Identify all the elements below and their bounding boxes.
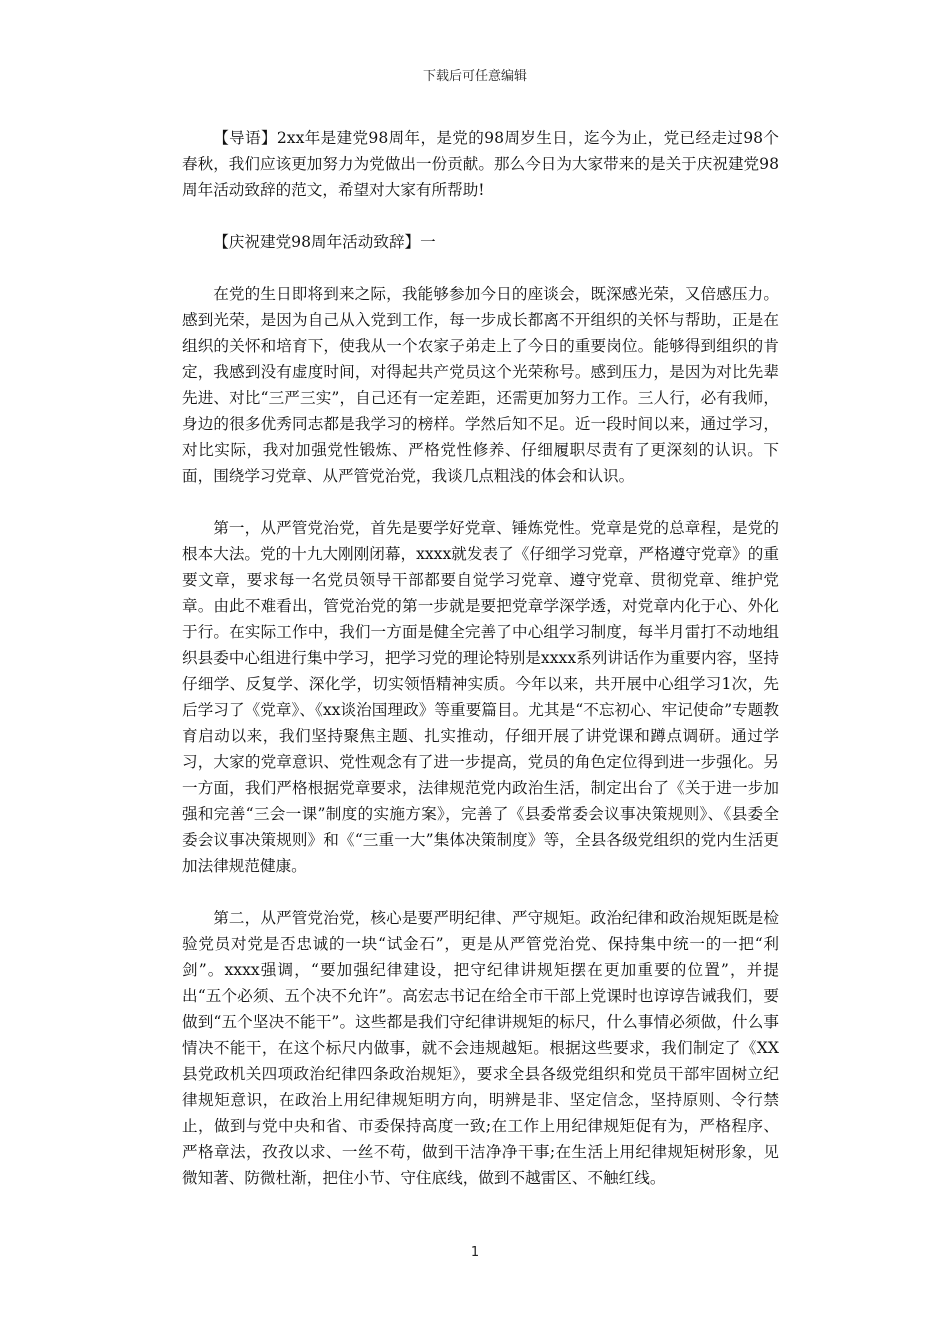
document-body xyxy=(182,125,779,1217)
body-paragraph-1: 在党的生日即将到来之际，我能够参加今日的座谈会，既深感光荣，又倍感压力。感到光荣，是因为自己从入党到工作，每一步成长都离不开组织的关怀与帮助，正是在组织的关怀和培育下，使我从一个农家子弟走上了今日的重要岗位。能够得到组织的肯定，我感到没有虚度时间，对得起共产党员这个光荣称号。感到压力，是因为对比先辈先进、对比“三严三实”，自己还有一定差距，还需更加努力工作。三人行，必有我师，身边的很多优秀同志都是我学习的榜样。学然后知不足。近一段时间以来，通过学习，对比实际，我对加强党性锻炼、严格党性修养、仔细履职尽责有了更深刻的认识。下面，围绕学习党章、从严管党治党，我谈几点粗浅的体会和认识。 xyxy=(182,285,779,485)
header-note: 下载后可任意编辑 xyxy=(422,69,527,84)
body-paragraph-2: 第一，从严管党治党，首先是要学好党章、锤炼党性。党章是党的总章程，是党的根本大法。党的十九大刚刚闭幕，xxxx就发表了《仔细学习党章，严格遵守党章》的重要文章，要求每一名党员领导干部都要自觉学习党章、遵守党章、贯彻党章、维护党章。由此不难看出，管党治党的第一步就是要把党章学深学透，对党章内化于心、外化于行。在实际工作中，我们一方面是健全完善了中心组学习制度，每半月雷打不动地组织县委中心组进行集中学习，把学习党的理论特别是xxxx系列讲话作为重要内容，坚持仔细学、反复学、深化学，切实领悟精神实质。今年以来，共开展中心组学习1次，先后学习了《党章》、《xx谈治国理政》等重要篇目。尤其是“不忘初心、牢记使命”专题教育启动以来，我们坚持聚焦主题、扎实推动，仔细开展了讲党课和蹲点调研。通过学习，大家的党章意识、党性观念有了进一步提高，党员的角色定位得到进一步强化。另一方面，我们严格根据党章要求，法律规范党内政治生活，制定出台了《关于进一步加强和完善“三会一课”制度的实施方案》，完善了《县委常委会议事决策规则》、《县委全委会议事决策规则》和《“三重一大”集体决策制度》等，全县各级党组织的党内生活更加法律规范健康。 xyxy=(182,519,779,875)
intro-paragraph: 【导语】2xx年是建党98周年，是党的98周岁生日，迄今为止，党已经走过98个春秋，我们应该更加努力为党做出一份贡献。那么今日为大家带来的是关于庆祝建党98周年活动致辞的范文，希望对大家有所帮助! xyxy=(182,129,779,199)
body-paragraph-3: 第二，从严管党治党，核心是要严明纪律、严守规矩。政治纪律和政治规矩既是检验党员对党是否忠诚的一块“试金石”，更是从严管党治党、保持集中统一的一把“利剑”。xxxx强调，“要加强纪律建设，把守纪律讲规矩摆在更加重要的位置”，并提出“五个必须、五个决不允许”。高宏志书记在给全市干部上党课时也谆谆告诫我们，要做到“五个坚决不能干”。这些都是我们守纪律讲规矩的标尺，什么事情必须做，什么事情决不能干，在这个标尺内做事，就不会违规越矩。根据这些要求，我们制定了《XX县党政机关四项政治纪律四条政治规矩》，要求全县各级党组织和党员干部牢固树立纪律规矩意识，在政治上用纪律规矩明方向，明辨是非、坚定信念，坚持原则、令行禁止，做到与党中央和省、市委保持高度一致;在工作上用纪律规矩促有为，严格程序、严格章法，孜孜以求、一丝不苟，做到干洁净净干事;在生活上用纪律规矩树形象，见微知著、防微杜渐，把住小节、守住底线，做到不越雷区、不触红线。 xyxy=(182,909,779,1187)
section-heading: 【庆祝建党98周年活动致辞】一 xyxy=(213,233,436,251)
page-number: 1 xyxy=(470,1245,480,1260)
